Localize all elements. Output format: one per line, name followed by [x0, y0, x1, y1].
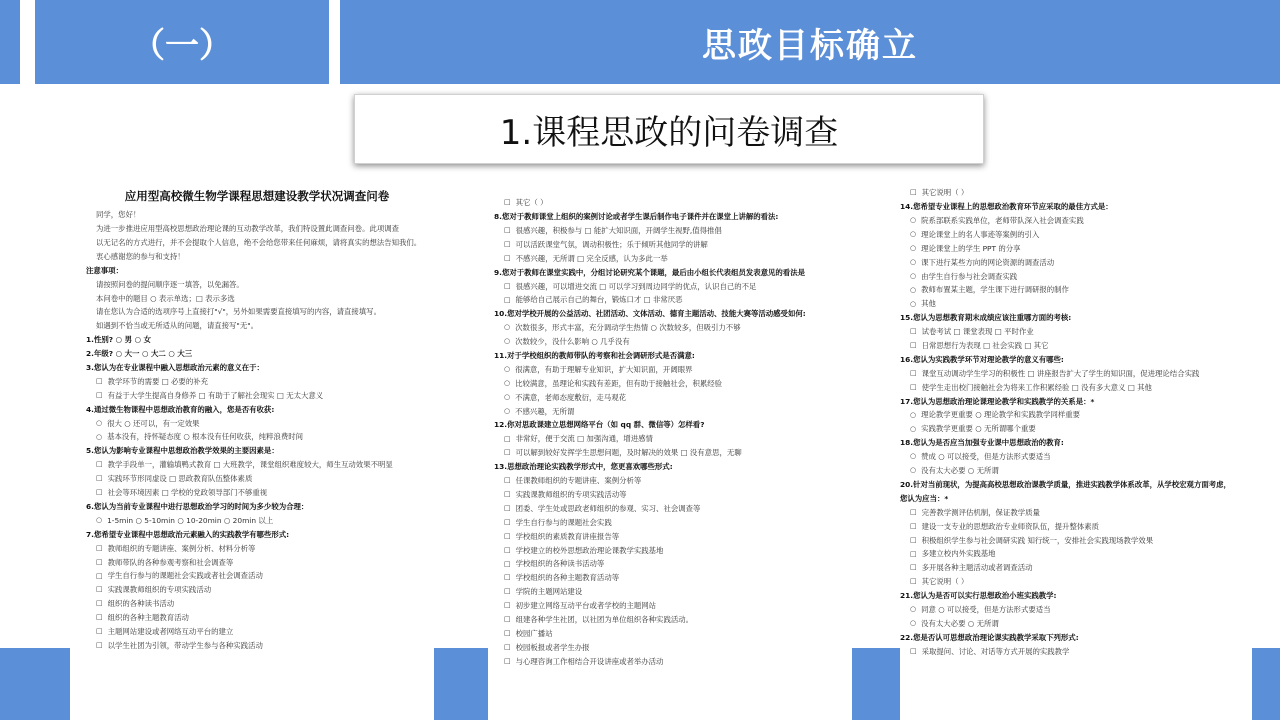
- question-text: 您认为应当：*: [900, 493, 949, 503]
- answer-option: □ 实践课教师组织的专项实践活动等: [494, 488, 852, 502]
- question-text: 注意事项：: [86, 265, 123, 275]
- body-text: 请按照问卷的提问顺序逐一填答，以免漏答。: [96, 279, 244, 289]
- question-text: 13.思想政治理论实践教学形式中，您更喜欢哪些形式:: [494, 462, 673, 472]
- answer-option: □ 团委、学生处或思政老师组织的参观、实习、社会调查等: [494, 502, 852, 516]
- body-text: 同学，您好！: [96, 210, 141, 220]
- answer-option: □ 多建立校内外实践基地: [900, 547, 1252, 561]
- title-header: [340, 0, 1280, 84]
- answer-option: □ 不感兴趣，无所谓 □ 完全反感，认为多此一举: [494, 252, 852, 266]
- answer-option: □ 积极组织学生参与社会调研实践 知行统一，安排社会实践现场教学效果: [900, 533, 1252, 547]
- answer-option: ○ 很满意，有助于理解专业知识，扩大知识面，开阔眼界: [494, 363, 852, 377]
- question-text: 10.您对学校开展的公益活动、社团活动、文体活动、德育主题活动、技能大赛等活动感受如何:: [494, 309, 806, 319]
- body-text: 如遇到不恰当或无所适从的问题，请直接写"无"。: [96, 321, 259, 331]
- question-text: 17.您认为思想政治理论课理论教学和实践教学的关系是：*: [900, 396, 1095, 406]
- question-text: 15.您认为思想教育期末成绩应该注重哪方面的考核:: [900, 313, 1072, 323]
- answer-option: □ 主题网站建设或者网络互动平台的建立: [86, 625, 428, 639]
- question-text: 16.您认为实践教学环节对理论教学的意义有哪些:: [900, 354, 1064, 364]
- question-text: 1.性别? ○ 男 ○ 女: [86, 335, 151, 345]
- answer-option: □ 教师带队的各种参观考察和社会调查等: [86, 555, 428, 569]
- answer-option: ○ 没有太大必要 ○ 无所谓: [900, 617, 1252, 631]
- answer-option: □ 组织的各种读书活动: [86, 597, 428, 611]
- answer-option: □ 很感兴趣，积极参与 □ 能扩大知识面，开阔学生视野,值得推倡: [494, 224, 852, 238]
- body-text: 以无记名的方式进行，并不会提取个人信息，绝不会给您带来任何麻烦，请将真实的想法告知我们。: [96, 238, 422, 248]
- questionnaire-page-1: [78, 186, 428, 720]
- answer-option: ○ 理论课堂上的学生 PPT 的分享: [900, 242, 1252, 256]
- answer-option: □ 能够给自己展示自己的舞台，锻炼口才 □ 非常厌恶: [494, 293, 852, 307]
- subtitle-box: [354, 94, 984, 164]
- question-text: 5.您认为影响专业课程中思想政治教学效果的主要因素是：: [86, 446, 279, 456]
- answer-option: ○ 理论教学更重要 ○ 理论教学和实践教学同样重要: [900, 408, 1252, 422]
- question-text: 12.你对思政课建立思想网络平台（如 qq 群、微信等）怎样看?: [494, 420, 705, 430]
- header-separator: [0, 84, 1280, 88]
- answer-option: □ 课堂互动调动学生学习的积极性 □ 讲座报告扩大了学生的知识面，促进理论结合实践: [900, 367, 1252, 381]
- answer-option: □ 与心理咨询工作相结合开设讲座或者举办活动: [494, 654, 852, 668]
- answer-option: ○ 其他: [900, 297, 1252, 311]
- answer-option: □ 采取提问、讨论、对话等方式开展的实践教学: [900, 644, 1252, 658]
- answer-option: □ 很感兴趣，可以增进交流 □ 可以学习到周边同学的优点，认识自己的不足: [494, 279, 852, 293]
- answer-option: □ 其它（ ）: [494, 196, 852, 210]
- answer-option: □ 有益于大学生提高自身修养 □ 有助于了解社会现实 □ 无太大意义: [86, 389, 428, 403]
- footer-deco-right: [1252, 648, 1280, 720]
- answer-option: □ 教学手段单一，灌输填鸭式教育 □ 大班教学，课堂组织难度较大，师生互动效果不明显: [86, 458, 428, 472]
- answer-option: □ 日常思想行为表现 □ 社会实践 □ 其它: [900, 339, 1252, 353]
- answer-option: □ 任课教师组织的专题讲座、案例分析等: [494, 474, 852, 488]
- answer-option: ○ 次数较少，没什么影响 ○ 几乎没有: [494, 335, 852, 349]
- answer-option: ○ 基本没有，持怀疑态度 ○ 根本没有任何收获，纯粹浪费时间: [86, 430, 428, 444]
- body-text: 请在您认为合适的选项序号上直接打"√"，另外如果需要直接填写的内容，请直接填写。: [96, 307, 381, 317]
- answer-option: □ 试卷考试 □ 课堂表现 □ 平时作业: [900, 325, 1252, 339]
- body-text: 本问卷中的题目 ○ 表示单选；□ 表示多选: [96, 293, 235, 303]
- answer-option: □ 可以解到较好发挥学生思想问题，及时解决的效果 □ 没有意思，无聊: [494, 446, 852, 460]
- answer-option: ○ 理论课堂上的名人事迹等案例的引入: [900, 228, 1252, 242]
- answer-option: □ 教师组织的专题讲座、案例分析、材料分析等: [86, 541, 428, 555]
- answer-option: ○ 课下进行某些方向的网论资源的调查活动: [900, 255, 1252, 269]
- answer-option: ○ 没有太大必要 ○ 无所谓: [900, 464, 1252, 478]
- question-text: 6.您认为当前专业课程中进行思想政治学习的时间为多少较为合理：: [86, 501, 309, 511]
- answer-option: ○ 次数很多，形式丰富，充分调动学生热情 ○ 次数较多，但吸引力不够: [494, 321, 852, 335]
- question-text: 9.您对于教师在课堂实践中，分组讨论研究某个课题，最后由小组长代表组员发表意见的看法是: [494, 267, 805, 277]
- question-text: 4.通过微生物课程中思想政治教育的融入，您是否有收获:: [86, 404, 275, 414]
- answer-option: □ 学校组织的各种读书活动等: [494, 557, 852, 571]
- section-label: （一）: [131, 25, 233, 66]
- footer-deco-mid-left: [434, 648, 488, 720]
- answer-option: ○ 1-5min ○ 5-10min ○ 10-20min ○ 20min 以上: [86, 514, 428, 528]
- answer-option: ○ 由学生自行参与社会调查实践: [900, 269, 1252, 283]
- question-text: 14.您希望专业课程上的思想政治教育环节应采取的最佳方式是：: [900, 202, 1113, 212]
- slide-title: 思政目标确立: [702, 25, 918, 66]
- answer-option: □ 学校建立的校外思想政治理论课教学实践基地: [494, 543, 852, 557]
- answer-option: □ 其它说明（ ）: [900, 186, 1252, 200]
- question-text: 8.您对于教师课堂上组织的案例讨论或者学生课后制作电子课件并在课堂上讲解的看法:: [494, 212, 779, 222]
- body-text: 为进一步推进应用型高校思想政治理论课的互动教学改革，我们特设置此调查问卷。此项调查: [96, 224, 400, 234]
- footer-deco-left: [0, 648, 70, 720]
- answer-option: ○ 实践教学更重要 ○ 无所谓哪个重要: [900, 422, 1252, 436]
- answer-option: □ 非常好，便于交流 □ 加强沟通，增进感情: [494, 432, 852, 446]
- answer-option: ○ 比较满意，虽理论和实践有差距，但有助于接触社会，积累经验: [494, 377, 852, 391]
- body-text: 衷心感谢您的参与和支持！: [96, 251, 185, 261]
- answer-option: □ 实践课教师组织的专项实践活动: [86, 583, 428, 597]
- answer-option: □ 以学生社团为引领，带动学生参与各种实践活动: [86, 639, 428, 653]
- question-text: 2.年级? ○ 大一 ○ 大二 ○ 大三: [86, 349, 193, 359]
- answer-option: ○ 同意 ○ 可以接受，但是方法形式要适当: [900, 603, 1252, 617]
- answer-option: □ 教学环节的需要 □ 必要的补充: [86, 375, 428, 389]
- answer-option: □ 初步建立网络互动平台或者学校的主题网站: [494, 599, 852, 613]
- answer-option: □ 实践环节形同虚设 □ 思政教育队伍整体素质: [86, 472, 428, 486]
- question-text: 3.您认为在专业课程中融入思想政治元素的意义在于：: [86, 363, 264, 373]
- answer-option: □ 学生自行参与的课题社会实践或者社会调查活动: [86, 569, 428, 583]
- answer-option: □ 组织的各种主题教育活动: [86, 611, 428, 625]
- answer-option: ○ 不满意，老师态度敷衍，走马观花: [494, 390, 852, 404]
- question-text: 22.您是否认可思想政治理论课实践教学采取下列形式:: [900, 632, 1079, 642]
- answer-option: □ 组建各种学生社团，以社团为单位组织各种实践活动。: [494, 613, 852, 627]
- section-header: [35, 0, 329, 84]
- footer-deco-mid-right: [852, 648, 902, 720]
- answer-option: □ 校园广播站: [494, 627, 852, 641]
- questionnaire-page-2: [494, 196, 852, 720]
- document-heading: 应用型高校微生物学课程思想建设教学状况调查问卷: [124, 189, 390, 204]
- answer-option: ○ 赞成 ○ 可以接受，但是方法形式要适当: [900, 450, 1252, 464]
- answer-option: ○ 不感兴趣，无所谓: [494, 404, 852, 418]
- questionnaire-page-3: [900, 186, 1252, 720]
- subtitle-text: 1.课程思政的问卷调查: [499, 112, 839, 153]
- answer-option: □ 学院的主题网站建设: [494, 585, 852, 599]
- answer-option: □ 其它说明（ ）: [900, 575, 1252, 589]
- answer-option: □ 完善教学测评估机制，保证教学质量: [900, 505, 1252, 519]
- question-text: 21.您认为是否可以实行思想政治小班实践教学:: [900, 591, 1057, 601]
- header-left-edge: [0, 0, 20, 84]
- answer-option: □ 使学生走出校门接触社会为将来工作积累经验 □ 没有多大意义 □ 其他: [900, 380, 1252, 394]
- question-text: 20.针对当前现状，为提高高校思想政治课教学质量，推进实践教学体系改革，从学校宏观方面考虑，: [900, 479, 1231, 489]
- answer-option: ○ 很大 ○ 还可以，有一定效果: [86, 416, 428, 430]
- answer-option: □ 多开展各种主题活动或者调查活动: [900, 561, 1252, 575]
- question-text: 18.您认为是否应当加强专业课中思想政治的教育:: [900, 438, 1064, 448]
- answer-option: □ 社会等环境因素 □ 学校的党政领导部门不够重视: [86, 486, 428, 500]
- answer-option: ○ 院系部联系实践单位，老师带队深入社会调查实践: [900, 214, 1252, 228]
- question-text: 11.对于学校组织的教师带队的考察和社会调研形式是否满意:: [494, 351, 695, 361]
- answer-option: □ 可以活跃课堂气氛，调动积极性；乐于倾听其他同学的讲解: [494, 238, 852, 252]
- answer-option: □ 学校组织的各种主题教育活动等: [494, 571, 852, 585]
- answer-option: □ 学校组织的素质教育讲座报告等: [494, 529, 852, 543]
- answer-option: □ 学生自行参与的课题社会实践: [494, 515, 852, 529]
- answer-option: □ 建设一支专业的思想政治专业师资队伍，提升整体素质: [900, 519, 1252, 533]
- answer-option: □ 校园板报或者学生办报: [494, 641, 852, 655]
- answer-option: ○ 教师布置某主题，学生课下进行调研报的制作: [900, 283, 1252, 297]
- question-text: 7.您希望专业课程中思想政治元素融入的实践教学有哪些形式:: [86, 529, 290, 539]
